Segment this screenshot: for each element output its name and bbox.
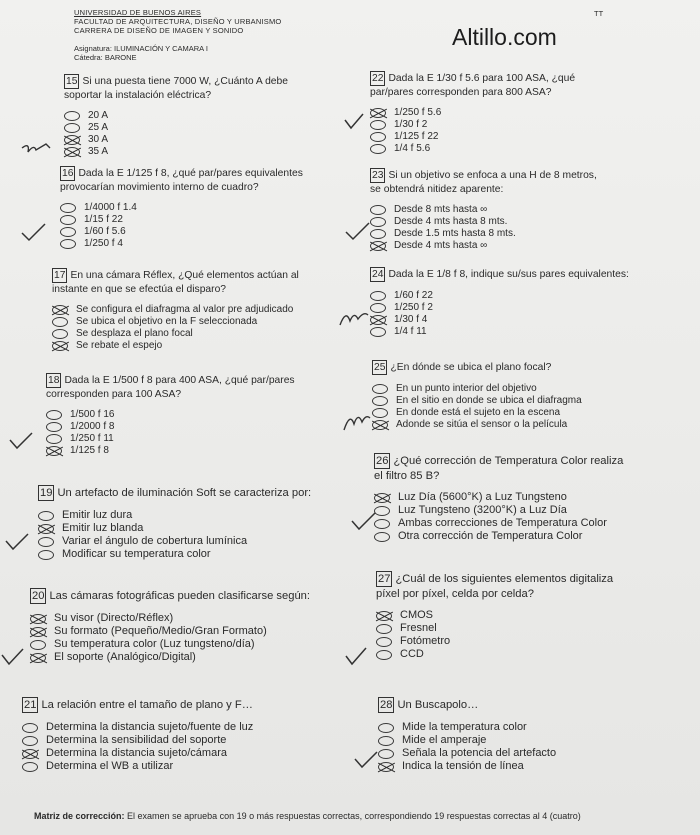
- option-label: Emitir luz dura: [62, 509, 133, 521]
- option-label: Emitir luz blanda: [62, 522, 144, 534]
- option-label: CCD: [400, 648, 424, 660]
- option-label: Desde 1.5 mts hasta 8 mts.: [394, 228, 516, 239]
- question-line-text: Si una puesta tiene 7000 W, ¿Cuánto A debe: [82, 76, 288, 87]
- option-label: Su formato (Pequeño/Medio/Gran Formato): [54, 625, 267, 637]
- option-label: CMOS: [400, 609, 433, 621]
- question-line-text: Las cámaras fotográficas pueden clasificarse según:: [49, 590, 311, 602]
- chair-name: Cátedra: BARONE: [74, 53, 137, 62]
- option-label: Mide la temperatura color: [402, 721, 527, 733]
- option-label: 1/15 f 22: [84, 214, 123, 225]
- correction-check-27: [346, 648, 366, 664]
- question-number: 17: [54, 270, 66, 281]
- question-line-text: Dada la E 1/8 f 8, indique su/sus pares equivalentes:: [388, 269, 629, 280]
- option-label: Desde 4 mts hasta ∞: [394, 240, 488, 251]
- option-label: Ambas correcciones de Temperatura Color: [398, 517, 607, 529]
- correction-check-16: [22, 224, 45, 240]
- question-line-text: En una cámara Réflex, ¿Qué elementos actúan al: [70, 270, 299, 281]
- question-number: 22: [372, 73, 384, 84]
- question-number: 28: [380, 699, 393, 711]
- footer-text: El examen se aprueba con 19 o más respuestas correctas, correspondiendo 19 respuestas correctas al 4 (cuatro): [127, 811, 581, 821]
- question-number: 24: [372, 269, 384, 280]
- option-label: Modificar su temperatura color: [62, 548, 211, 560]
- option-label: Determina el WB a utilizar: [46, 760, 174, 772]
- option-label: 20 A: [88, 110, 109, 121]
- option-label: Señala la potencia del artefacto: [402, 747, 557, 759]
- question-number: 16: [62, 168, 74, 179]
- question-number: 26: [376, 455, 389, 467]
- question-number: 15: [66, 76, 78, 87]
- option-label: Fresnel: [400, 622, 437, 634]
- career-name: CARRERA DE DISEÑO DE IMAGEN Y SONIDO: [74, 26, 244, 35]
- option-label: Determina la distancia sujeto/cámara: [46, 747, 227, 759]
- option-label: En un punto interior del objetivo: [396, 383, 537, 394]
- option-label: 30 A: [88, 134, 109, 145]
- question-line-text: Un Buscapolo…: [397, 699, 479, 711]
- option-label: Se ubica el objetivo en la F seleccionada: [76, 316, 258, 327]
- correction-scribble-15: [22, 144, 50, 152]
- question-line-text: el filtro 85 B?: [374, 470, 440, 482]
- page-code: TT: [594, 9, 604, 18]
- correction-check-22: [345, 114, 363, 128]
- question-number: 21: [24, 699, 37, 711]
- question-number: 27: [378, 573, 391, 585]
- question-line-text: píxel por píxel, celda por celda?: [376, 588, 534, 600]
- question-line-text: corresponden para 100 ASA?: [46, 389, 182, 400]
- question-number: 25: [374, 362, 386, 373]
- correction-check-23: [346, 223, 369, 239]
- option-label: Luz Día (5600°K) a Luz Tungsteno: [398, 491, 567, 503]
- option-label: 1/500 f 16: [70, 409, 115, 420]
- option-label: 1/2000 f 8: [70, 421, 115, 432]
- option-label: 35 A: [88, 146, 109, 157]
- question-line-text: ¿Qué corrección de Temperatura Color realiza: [393, 455, 624, 467]
- option-label: 1/4 f 5.6: [394, 143, 431, 154]
- option-label: Variar el ángulo de cobertura lumínica: [62, 535, 248, 547]
- option-label: Mide el amperaje: [402, 734, 487, 746]
- correction-scribble-24: [340, 314, 368, 325]
- option-label: En donde está el sujeto en la escena: [396, 407, 561, 418]
- option-label: 1/30 f 2: [394, 119, 428, 130]
- option-label: Adonde se sitúa el sensor o la película: [396, 419, 568, 430]
- subject-name: Asignatura: ILUMINACIÓN Y CAMARA I: [74, 44, 208, 53]
- correction-check-18: [10, 433, 32, 448]
- question-line-text: Dada la E 1/500 f 8 para 400 ASA, ¿qué par/pares: [64, 375, 295, 386]
- option-label: Su visor (Directo/Réflex): [54, 612, 174, 624]
- question-number: 19: [40, 487, 53, 499]
- option-label: 1/250 f 2: [394, 302, 433, 313]
- correction-matrix: [34, 811, 581, 821]
- correction-check-26: [352, 513, 375, 529]
- option-label: Su temperatura color (Luz tungsteno/día): [54, 638, 255, 650]
- question-line-text: Un artefacto de iluminación Soft se caracteriza por:: [57, 487, 312, 499]
- option-label: En el sitio en donde se ubica el diafragma: [396, 395, 582, 406]
- question-number: 18: [48, 375, 60, 386]
- question-line-text: provocarían movimiento interno de cuadro?: [60, 182, 259, 193]
- question-line-text: se obtendrá nitidez aparente:: [370, 184, 504, 195]
- option-label: 1/30 f 4: [394, 314, 428, 325]
- correction-check-19: [6, 534, 28, 549]
- footer-label: Matriz de corrección:: [34, 811, 125, 821]
- option-label: Desde 8 mts hasta ∞: [394, 204, 488, 215]
- correction-scribble-25: [344, 417, 370, 430]
- option-label: 1/125 f 8: [70, 445, 109, 456]
- option-label: Luz Tungsteno (3200°K) a Luz Día: [398, 504, 567, 516]
- option-label: 1/250 f 5.6: [394, 107, 442, 118]
- option-label: Se desplaza el plano focal: [76, 328, 193, 339]
- question-line-text: soportar la instalación eléctrica?: [64, 90, 212, 101]
- option-label: 1/60 f 5.6: [84, 226, 126, 237]
- question-line-text: La relación entre el tamaño de plano y F…: [41, 699, 253, 711]
- option-label: 1/4000 f 1.4: [84, 202, 137, 213]
- faculty-name: FACULTAD DE ARQUITECTURA, DISEÑO Y URBANISMO: [74, 17, 282, 26]
- question-line-text: Dada la E 1/30 f 5.6 para 100 ASA, ¿qué: [388, 73, 576, 84]
- option-label: Otra corrección de Temperatura Color: [398, 530, 583, 542]
- question-line-text: instante en que se efectúa el disparo?: [52, 284, 227, 295]
- correction-check-20: [2, 649, 23, 664]
- university-name: UNIVERSIDAD DE BUENOS AIRES: [74, 8, 202, 17]
- option-label: 25 A: [88, 122, 109, 133]
- watermark: Altillo.com: [452, 24, 557, 50]
- question-number: 20: [32, 590, 45, 602]
- option-label: Se rebate el espejo: [76, 340, 163, 351]
- option-label: 1/125 f 22: [394, 131, 439, 142]
- option-label: Determina la distancia sujeto/fuente de luz: [46, 721, 254, 733]
- option-label: Desde 4 mts hasta 8 mts.: [394, 216, 508, 227]
- option-label: El soporte (Analógico/Digital): [54, 651, 196, 663]
- option-label: Determina la sensibilidad del soporte: [46, 734, 227, 746]
- question-line-text: Si un objetivo se enfoca a una H de 8 metros,: [388, 170, 597, 181]
- option-label: Fotómetro: [400, 635, 451, 647]
- question-number: 23: [372, 170, 384, 181]
- option-label: Se configura el diafragma al valor pre adjudicado: [76, 304, 294, 315]
- question-line-text: ¿Cuál de los siguientes elementos digitaliza: [395, 573, 614, 585]
- option-label: 1/250 f 11: [70, 433, 114, 444]
- question-line-text: par/pares corresponden para 800 ASA?: [370, 87, 552, 98]
- option-label: Indica la tensión de línea: [402, 760, 524, 772]
- correction-check-28: [355, 752, 377, 767]
- option-label: 1/250 f 4: [84, 238, 123, 249]
- question-line-text: Dada la E 1/125 f 8, ¿qué par/pares equivalentes: [78, 168, 303, 179]
- question-line-text: ¿En dónde se ubica el plano focal?: [390, 362, 552, 373]
- option-label: 1/60 f 22: [394, 290, 433, 301]
- option-label: 1/4 f 11: [394, 326, 427, 337]
